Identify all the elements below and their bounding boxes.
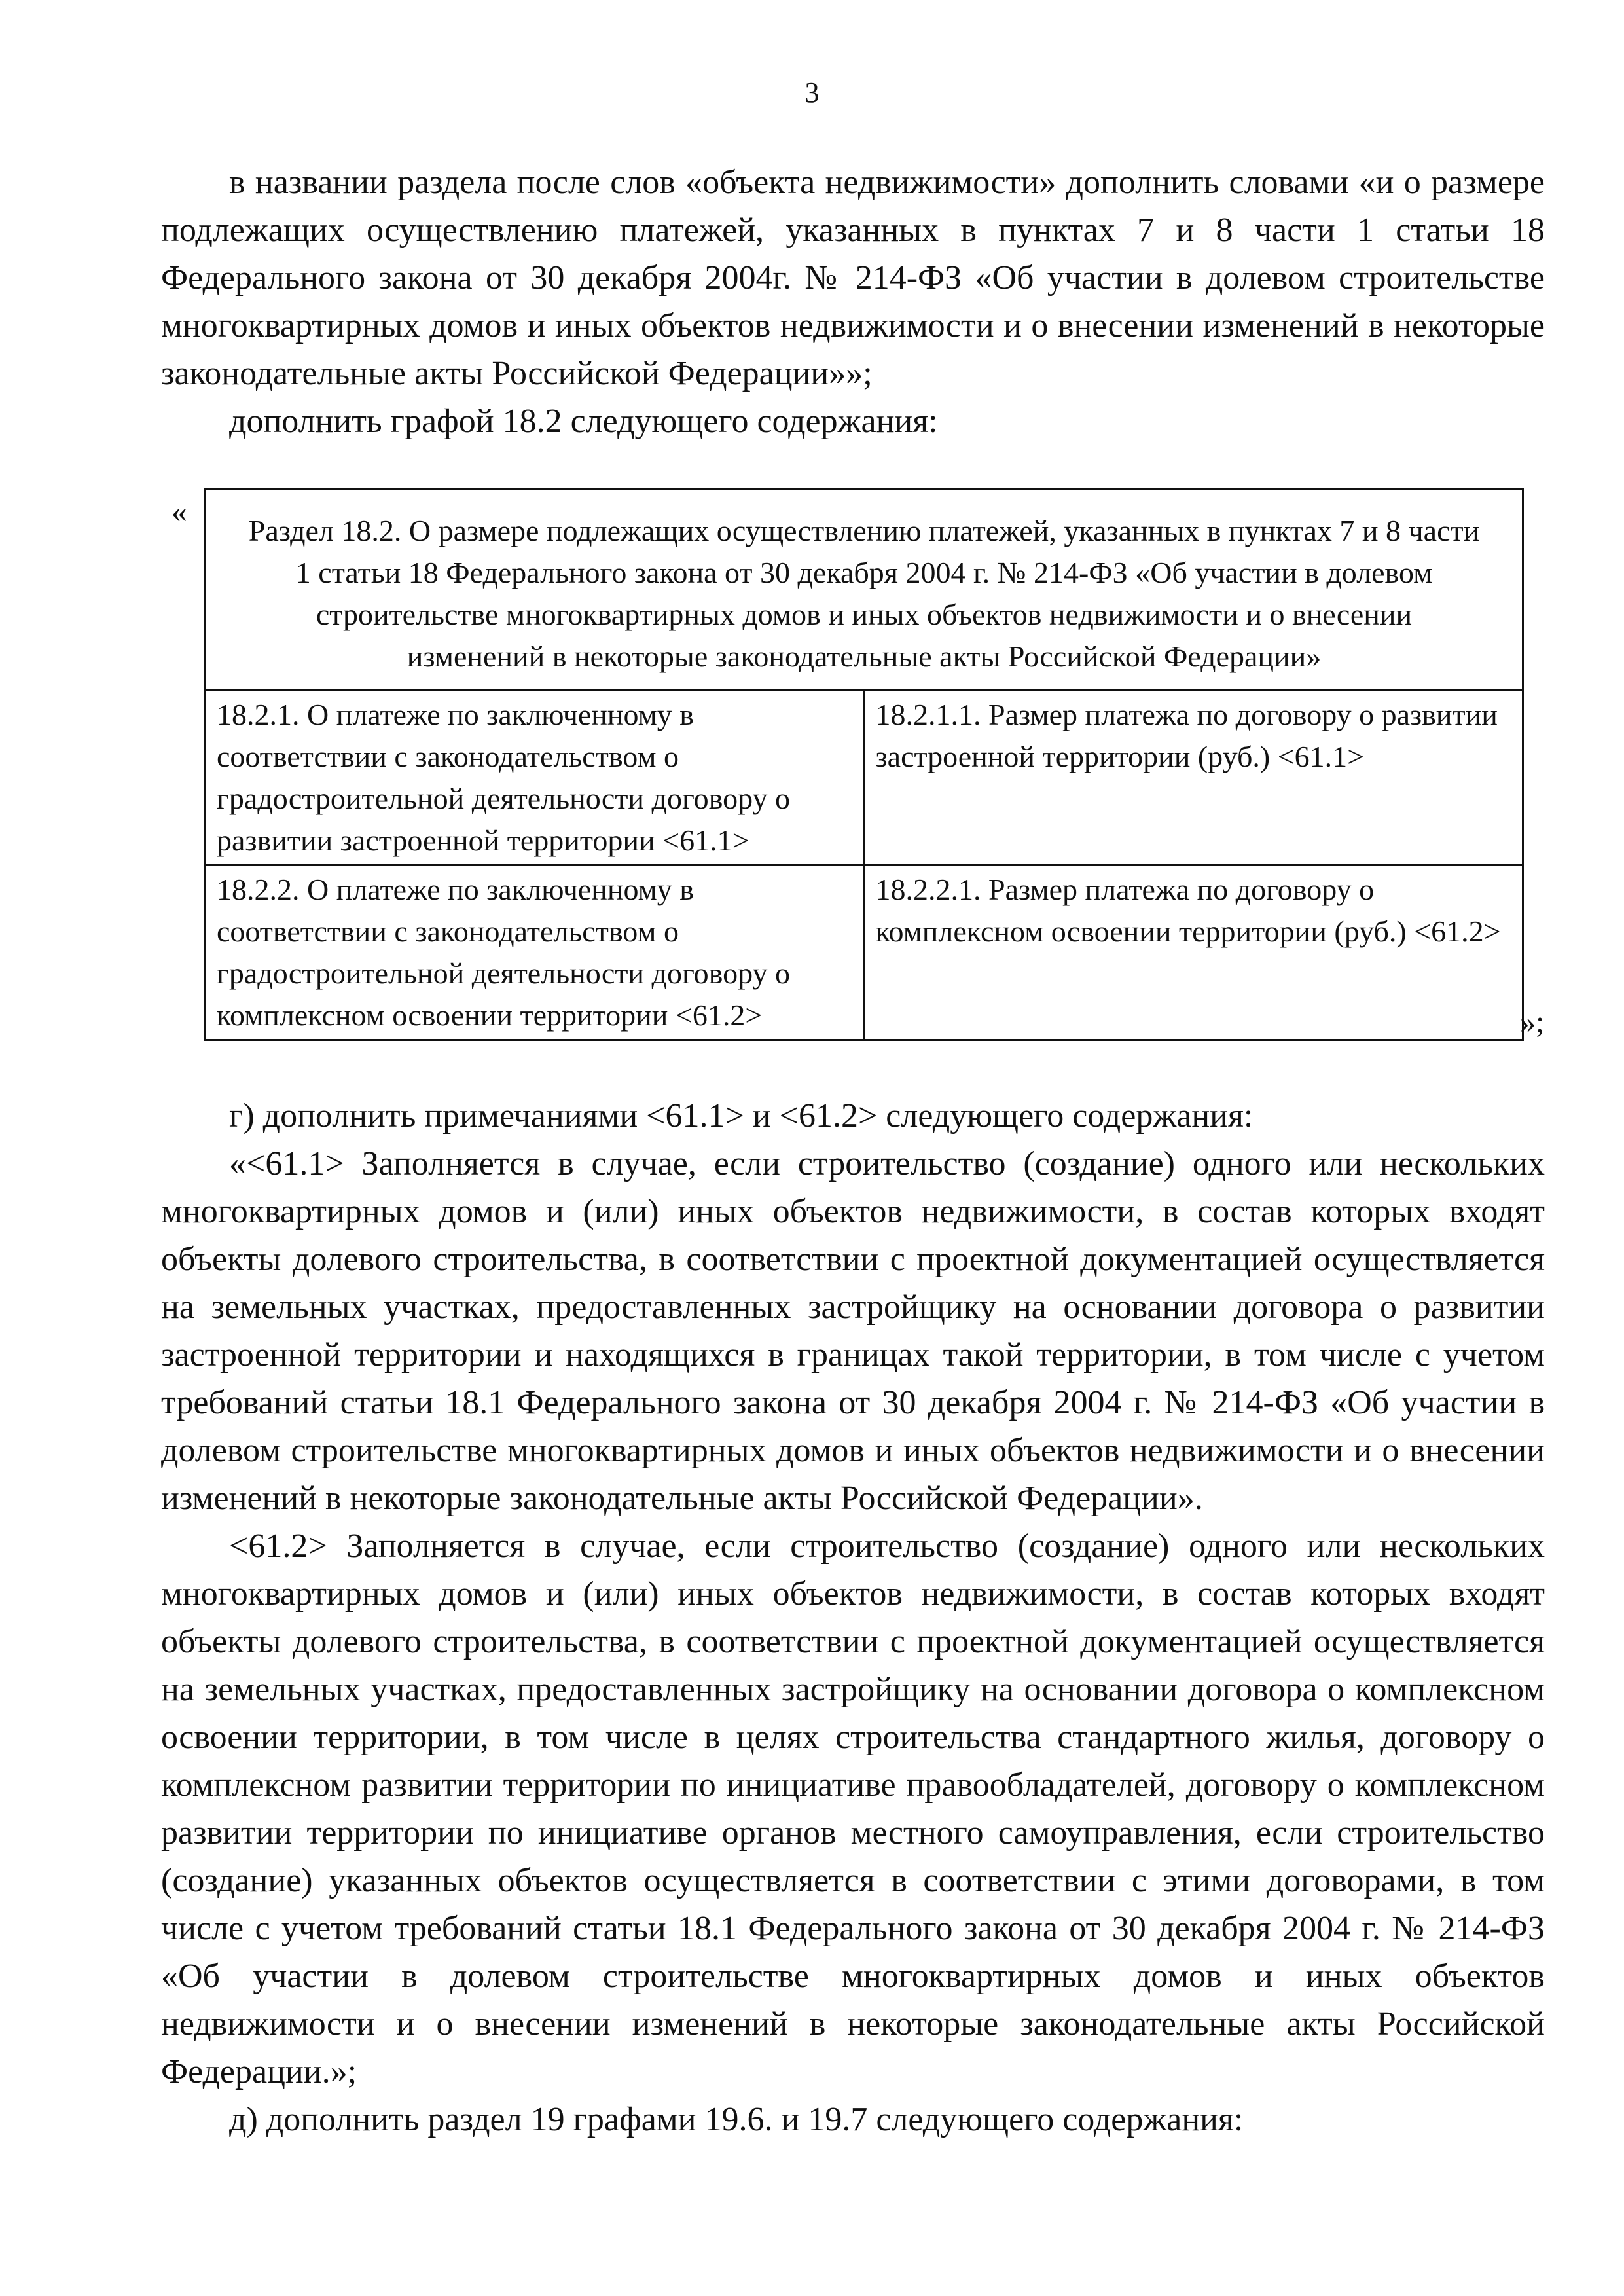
paragraph-g-add-notes: г) дополнить примечаниями <61.1> и <61.2> следующего содержания: <box>229 1097 1254 1135</box>
notes-block <box>161 1092 1545 2143</box>
intro-paragraph-add-column: дополнить графой 18.2 следующего содержания: <box>229 403 938 440</box>
table-quote-open: « <box>171 494 187 529</box>
note-61-1: «<61.1> Заполняется в случае, если строительство (создание) одного или нескольких многоквартирных домов и (или) иных объектов недвижимости, в состав которых входят объекты долевого строительства, в соответствии с проектной документацией осуществляется на земельных участках, предоставленных застройщику на основании договора о развитии застроенной территории и находящихся в границах такой территории, в том числе с учетом требований статьи 18.1 Федерального закона от 30 декабря 2004 г. № 214-ФЗ «Об участии в долевом строительстве многоквартирных домов и иных объектов недвижимости и о внесении изменений в некоторые законодательные акты Российской Федерации». <box>161 1145 1545 1517</box>
table-quote-close: »; <box>1520 1005 1545 1040</box>
table-row <box>206 691 1523 866</box>
note-61-2: <61.2> Заполняется в случае, если строительство (создание) одного или нескольких многоквартирных домов и (или) иных объектов недвижимости, в состав которых входят объекты долевого строительства, в соответствии с проектной документацией осуществляется на земельных участках, предоставленных застройщику на основании договора о комплексном освоении территории, в том числе в целях строительства стандартного жилья, договору о комплексном развитии территории по инициативе правообладателей, договору о комплексном развитии территории по инициативе органов местного самоуправления, если строительство (создание) указанных объектов осуществляется в соответствии с этими договорами, в том числе с учетом требований статьи 18.1 Федерального закона от 30 декабря 2004 г. № 214-ФЗ «Об участии в долевом строительстве многоквартирных домов и иных объектов недвижимости и о внесении изменений в некоторые законодательные акты Российской Федерации.»; <box>161 1527 1545 2090</box>
table-heading: Раздел 18.2. О размере подлежащих осуществлению платежей, указанных в пунктах 7 и 8 части 1 статьи 18 Федерального закона от 30 декабря 2004 г. № 214-ФЗ «Об участии в долевом строительстве многоквартирных домов и иных объектов недвижимости и о внесении изменений в некоторые законодательные акты Российской Федерации» <box>206 490 1523 691</box>
page-number: 3 <box>804 77 820 109</box>
table-cell-18-2-2: 18.2.2. О платеже по заключенному в соответствии с законодательством о градостроительной деятельности договору о комплексном освоении территории <61.2> <box>206 866 865 1040</box>
table-cell-18-2-1: 18.2.1. О платеже по заключенному в соответствии с законодательством о градостроительной деятельности договору о развитии застроенной территории <61.1> <box>206 691 865 866</box>
intro-block <box>161 158 1545 445</box>
table-heading-row <box>206 490 1523 691</box>
intro-paragraph-amend-title: в названии раздела после слов «объекта недвижимости» дополнить словами «и о размере подлежащих осуществлению платежей, указанных в пунктах 7 и 8 части 1 статьи 18 Федерального закона от 30 декабря 2004г. № 214-ФЗ «Об участии в долевом строительстве многоквартирных домов и иных объектов недвижимости и о внесении изменений в некоторые законодательные акты Российской Федерации»»; <box>161 164 1545 392</box>
table-cell-18-2-2-1: 18.2.2.1. Размер платежа по договору о комплексном освоении территории (руб.) <61.2> <box>864 866 1523 1040</box>
section-18-2-table <box>204 488 1524 1041</box>
paragraph-d-add-section-19: д) дополнить раздел 19 графами 19.6. и 19.7 следующего содержания: <box>229 2101 1244 2138</box>
table-cell-18-2-1-1: 18.2.1.1. Размер платежа по договору о развитии застроенной территории (руб.) <61.1> <box>864 691 1523 866</box>
table-row <box>206 866 1523 1040</box>
